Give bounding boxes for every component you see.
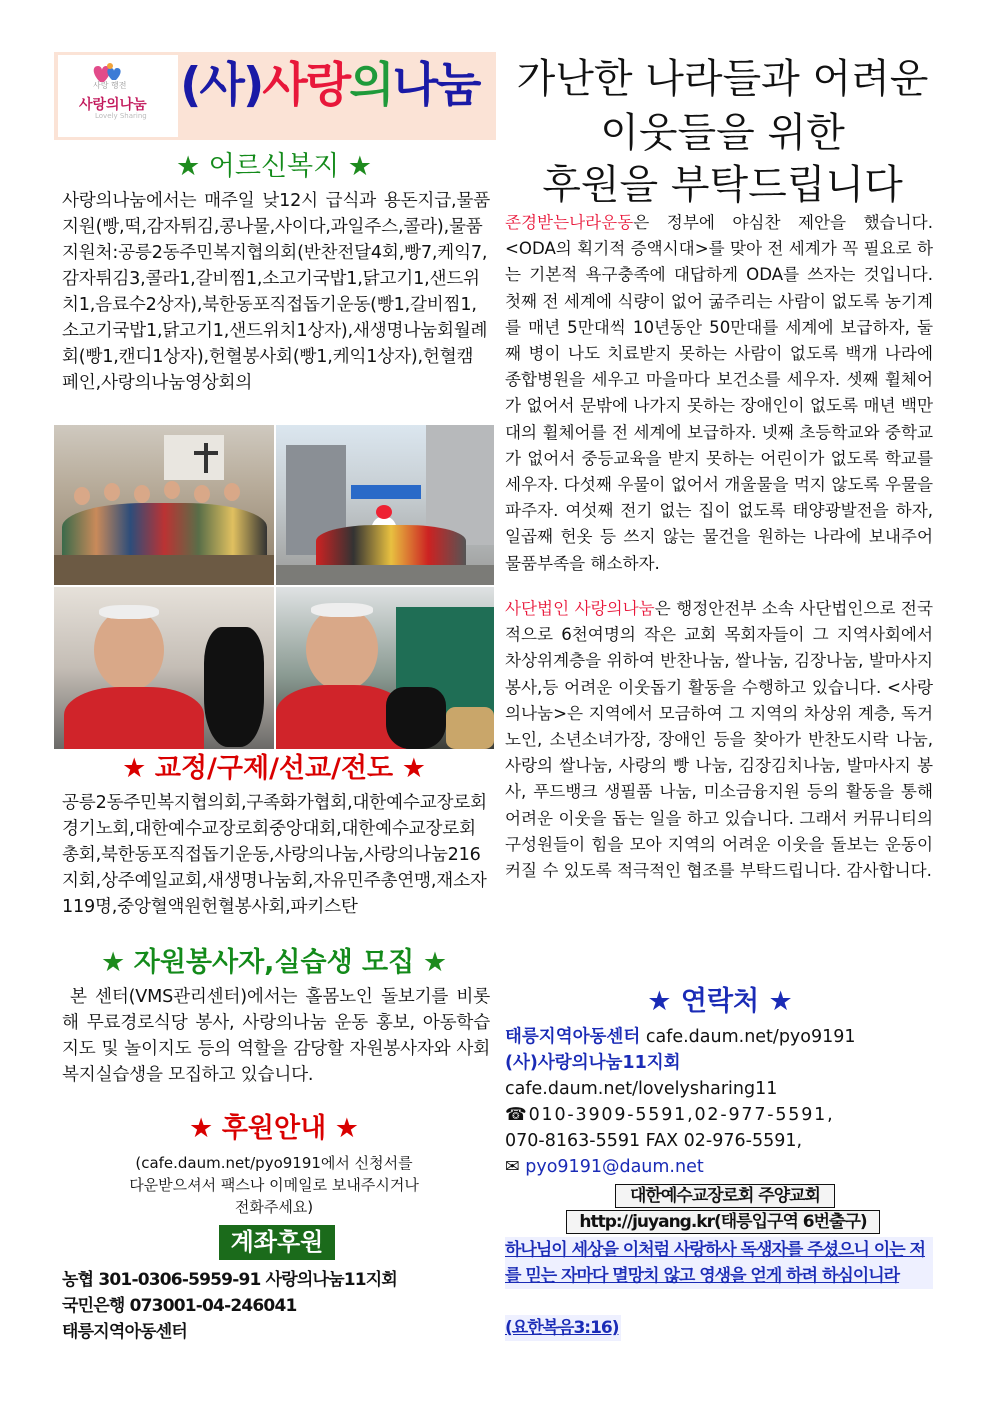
logo-caption: 사랑 행전: [93, 81, 127, 90]
section-title-donation: [54, 1112, 494, 1146]
donation-instructions: [54, 1152, 494, 1218]
account-line: 국민은행 073001-04-246041: [62, 1296, 297, 1316]
bible-verse-reference: (요한복음3:16): [505, 1315, 621, 1341]
brand-part: 의: [349, 58, 393, 113]
article-highlight: 사단법인 사랑의나눔: [505, 599, 655, 618]
star-icon: ★: [401, 753, 426, 784]
logo-text: 사랑의나눔: [79, 97, 147, 113]
branch-name: (사)사랑의나눔11지회: [505, 1053, 681, 1073]
contact-block: [505, 1024, 935, 1180]
photo-street-campaign: [276, 425, 494, 585]
article-highlight: 존경받는나라운동: [505, 213, 634, 232]
article-text: 은 행정안전부 소속 사단법인으로 전국적으로 6천여명의 작은 교회 목회자들이 그 지역사회에서 차상위계층을 위하여 반찬나눔, 쌀나눔, 김장나눔, 발마사지봉사,등 어려운 이웃돕기 활동을 수행하고 있습니다. <사랑의나눔>은 지역에서 모금하여 그 지역의 차상위 계층, 독거노인, 소년소녀가장, 장애인 등을 찾아가 반찬도시락 나눔, 사랑의 쌀나눔, 사랑의 빵 나눔, 김장김치나눔, 발마사지 봉사, 푸드뱅크 생필품 나눔, 미소금융지원 등의 활동을 통해 어려운 이웃을 돕는 일을 하고 있습니다. 그래서 커뮤니티의 구성원들이 힘을 모아 지역의 어려운 이웃을 돌보는 운동이 커질 수 있도록 적극적인 협조를 부탁드립니다. 감사합니다.: [505, 599, 933, 881]
headline-line-2: 이웃들을 위한: [600, 110, 845, 156]
section-title-text: 자원봉사자,실습생 모집: [133, 947, 415, 978]
headline-line-1: 가난한 나라들과 어려운: [516, 56, 929, 102]
mission-body: 공릉2동주민복지협의회,구족화가협회,대한예수교장로회경기노회,대한예수교장로회중앙대회,대한예수교장로회총회,북한동포직접돕기운동,사랑의나눔,사랑의나눔216지회,상주예일교회,새생명나눔회,자유민주총연맹,재소자119명,중앙혈액원헌혈봉사회,파키스탄: [62, 793, 487, 917]
photo-volunteer-bag-1: [54, 587, 274, 749]
star-icon: ★: [768, 986, 793, 1017]
star-icon: ★: [422, 947, 448, 978]
donation-line: 전화주세요): [234, 1198, 314, 1216]
account-donation-label: 계좌후원: [219, 1225, 335, 1260]
star-icon: ★: [175, 151, 201, 182]
church-url-link[interactable]: http://juyang.kr(태릉입구역 6번출구): [566, 1210, 880, 1234]
article-paragraph-2: [505, 596, 933, 884]
donation-line: 다운받으셔서 팩스나 이메일로 보내주시거나: [129, 1176, 419, 1194]
brand-part: 사랑: [262, 58, 350, 113]
donation-line: (cafe.daum.net/pyo9191에서 신청서를: [135, 1154, 413, 1172]
brand-title: [180, 56, 479, 116]
branch-url-link[interactable]: cafe.daum.net/lovelysharing11: [505, 1079, 778, 1099]
center-url-link[interactable]: cafe.daum.net/pyo9191: [645, 1027, 856, 1047]
photo-volunteer-bag-2: [276, 587, 494, 749]
email-link[interactable]: pyo9191@daum.net: [525, 1157, 704, 1177]
brand-part: 나눔: [392, 58, 480, 113]
section-title-text: 교정/구제/선교/전도: [154, 753, 394, 784]
church-name: 대한예수교장로회 주양교회: [615, 1184, 835, 1208]
brand-part: (사): [180, 58, 263, 113]
mail-icon: ✉: [505, 1157, 520, 1177]
star-icon: ★: [122, 753, 147, 784]
section-title-text: 어르신복지: [208, 151, 340, 182]
phone-line-2: 070-8163-5591 FAX 02-976-5591,: [505, 1131, 803, 1151]
volunteer-body: 본 센터(VMS관리센터)에서는 홀몸노인 돌보기를 비롯해 무료경로식당 봉사, 사랑의나눔 운동 홍보, 아동학습지도 및 놀이지도 등의 역할을 감당할 자원봉사자와 사회복지실습생을 모집하고 있습니다.: [62, 987, 490, 1085]
center-name: 태릉지역아동센터: [505, 1027, 641, 1047]
section-title-contact: [505, 985, 935, 1019]
bible-verse: 하나님이 세상을 이처럼 사랑하사 독생자를 주셨으니 이는 저를 믿는 자마다 멸망치 않고 영생을 얻게 하려 하심이니라: [505, 1237, 933, 1289]
photo-group-meeting: [54, 425, 274, 585]
star-icon: ★: [334, 1113, 359, 1144]
account-line: 태릉지역아동센터: [62, 1322, 187, 1342]
article-paragraph-1: [505, 210, 933, 577]
section-title-text: 연락처: [680, 986, 760, 1017]
phone-line-1: 010-3909-5591,02-977-5591,: [528, 1105, 835, 1125]
star-icon: ★: [647, 986, 672, 1017]
elderly-body: 사랑의나눔에서는 매주일 낮12시 급식과 용돈지급,물품지원(빵,떡,감자튀김,콩나물,사이다,과일주스,콜라),물품지원처:공릉2동주민복지협의회(반찬전달4회,빵7,케익7,감자튀김3,콜라1,갈비찜1,소고기국밥1,닭고기1,샌드위치1,음료수2상자),북한동포직접돕기운동(빵1,갈비찜1,소고기국밥1,닭고기1,샌드위치1상자),새생명나눔회월례회(빵1,캔디1상자),헌혈봉사회(빵1,케익1상자),헌혈캠페인,사랑의나눔영상회의: [62, 191, 490, 393]
phone-icon: ☎: [505, 1105, 529, 1125]
account-line: 농협 301-0306-5959-91 사랑의나눔11지회: [62, 1270, 398, 1290]
article-text: 은 정부에 야심찬 제안을 했습니다. <ODA의 획기적 증액시대>를 맞아 전 세계가 꼭 필요로 하는 기본적 욕구충족에 대답하게 ODA를 쓰자는 것입니다. 첫째 전 세계에 식량이 없어 굶주리는 사람이 없도록 농기계를 매년 5만대씩 10년동안 50만대를 세계에 보급하자, 둘째 병이 나도 치료받지 못하는 사람이 없도록 백개 나라에 종합병원을 세우고 마을마다 보건소를 세우자. 셋째 휠체어가 없어서 문밖에 나가지 못하는 장애인이 없도록 매년 백만대의 휠체어를 전 세계에 보급하자. 넷째 초등학교와 중학교가 없어서 중등교육을 받지 못하는 어린이가 없도록 학교를 세우자. 다섯째 우물이 없어서 개울물을 먹지 않도록 우물을 파주자. 여섯째 전기 없는 집이 없도록 태양광발전을 하자, 일곱째 헌옷 등 쓰지 않는 물건을 원하는 나라에 보내주어 물품부족을 해소하자.: [505, 213, 933, 573]
headline-line-3: 후원을 부탁드립니다: [542, 162, 903, 208]
section-title-mission: [54, 752, 494, 786]
logo-subtitle: Lovely Sharing: [95, 112, 147, 120]
star-icon: ★: [189, 1113, 214, 1144]
account-list: [62, 1267, 397, 1345]
star-icon: ★: [347, 151, 373, 182]
section-title-elderly: [54, 150, 494, 184]
section-title-volunteer: [54, 946, 494, 980]
star-icon: ★: [100, 947, 126, 978]
section-title-text: 후원안내: [221, 1113, 327, 1144]
